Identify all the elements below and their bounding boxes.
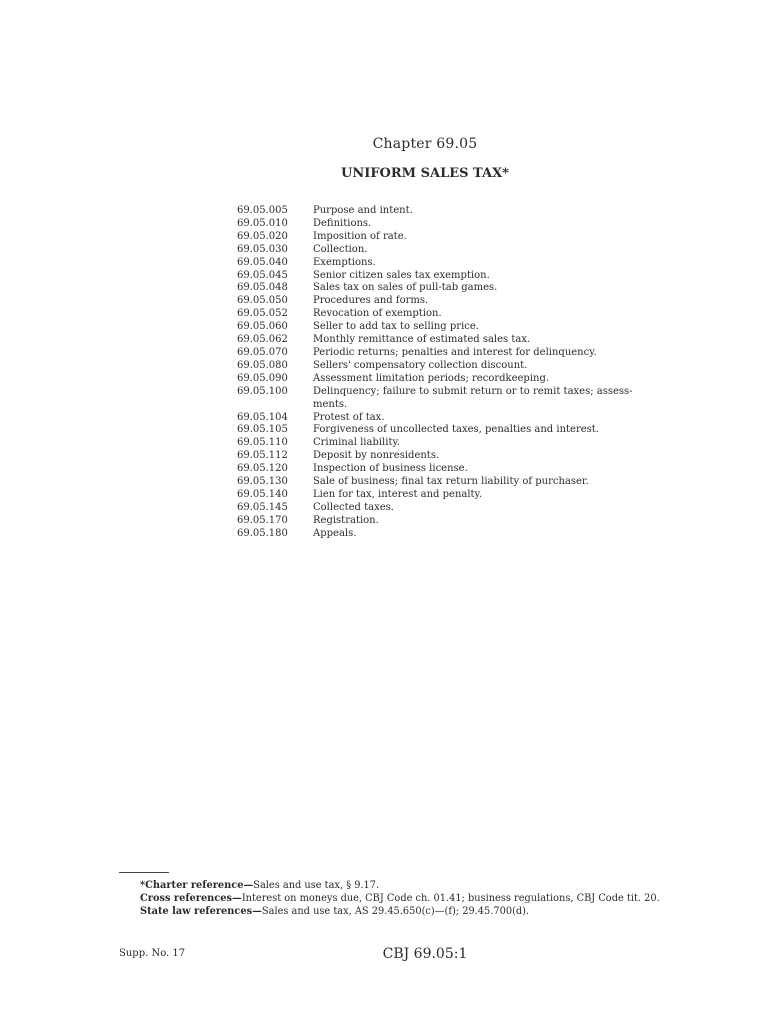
section-number: 69.05.060 bbox=[237, 321, 288, 333]
section-title: Collection. bbox=[313, 243, 368, 255]
section-entry bbox=[237, 373, 637, 386]
section-title: Imposition of rate. bbox=[313, 230, 407, 242]
section-number: 69.05.005 bbox=[237, 205, 288, 216]
section-entry bbox=[237, 231, 637, 244]
section-number: 69.05.180 bbox=[237, 527, 288, 539]
section-entry bbox=[237, 334, 637, 347]
section-entry bbox=[237, 244, 637, 257]
section-number: 69.05.140 bbox=[237, 488, 288, 500]
footnote-text: Sales and use tax, § 9.17. bbox=[253, 880, 380, 891]
section-entry bbox=[237, 502, 637, 515]
section-number: 69.05.104 bbox=[237, 411, 288, 423]
section-number: 69.05.080 bbox=[237, 359, 288, 371]
section-number: 69.05.105 bbox=[237, 424, 288, 436]
section-title: Sellers' compensatory collection discount. bbox=[313, 359, 528, 371]
section-number: 69.05.050 bbox=[237, 295, 288, 307]
section-number: 69.05.030 bbox=[237, 243, 288, 255]
section-title: Inspection of business license. bbox=[313, 463, 468, 475]
footnote-rule bbox=[119, 872, 169, 873]
footnote-text: Sales and use tax, AS 29.45.650(c)—(f); 29.45.700(d). bbox=[261, 906, 530, 917]
section-entry bbox=[237, 450, 637, 463]
section-entry bbox=[237, 295, 637, 308]
section-number: 69.05.110 bbox=[237, 437, 288, 449]
section-title: Periodic returns; penalties and interest for delinquency. bbox=[313, 346, 597, 358]
section-entry bbox=[237, 257, 637, 270]
section-entry bbox=[237, 528, 637, 541]
section-number: 69.05.145 bbox=[237, 501, 288, 513]
section-entry bbox=[237, 489, 637, 502]
section-entry bbox=[237, 347, 637, 360]
section-title: Revocation of exemption. bbox=[313, 308, 442, 320]
page-number: CBJ 69.05:1 bbox=[382, 946, 468, 962]
section-entry bbox=[237, 437, 637, 450]
section-title-continuation: ments. bbox=[313, 398, 348, 410]
section-title: Senior citizen sales tax exemption. bbox=[313, 269, 490, 281]
supplement-number: Supp. No. 17 bbox=[119, 948, 186, 959]
section-title: Assessment limitation periods; recordkeeping. bbox=[313, 372, 550, 384]
section-number: 69.05.045 bbox=[237, 269, 288, 281]
section-number: 69.05.112 bbox=[237, 450, 288, 462]
section-number: 69.05.130 bbox=[237, 476, 288, 488]
footnote bbox=[140, 879, 700, 892]
section-entry bbox=[237, 386, 637, 399]
section-title: Exemptions. bbox=[313, 256, 376, 268]
section-entry bbox=[237, 218, 637, 231]
section-title: Collected taxes. bbox=[313, 501, 394, 513]
section-number: 69.05.070 bbox=[237, 346, 288, 358]
section-entry bbox=[237, 270, 637, 283]
section-number: 69.05.010 bbox=[237, 217, 288, 229]
section-title: Criminal liability. bbox=[313, 437, 400, 449]
section-entry bbox=[237, 205, 637, 218]
section-number: 69.05.090 bbox=[237, 372, 288, 384]
section-entry bbox=[237, 282, 637, 295]
footnote-label: Cross references— bbox=[140, 893, 242, 904]
section-number: 69.05.170 bbox=[237, 514, 288, 526]
footnote bbox=[140, 892, 700, 905]
section-title: Definitions. bbox=[313, 217, 372, 229]
section-title: Forgiveness of uncollected taxes, penalties and interest. bbox=[313, 424, 599, 436]
section-number: 69.05.052 bbox=[237, 308, 288, 320]
section-entry bbox=[237, 308, 637, 321]
footnote-label: *Charter reference— bbox=[140, 880, 254, 891]
chapter-title: UNIFORM SALES TAX* bbox=[341, 166, 509, 181]
footnote-text: Interest on moneys due, CBJ Code ch. 01.41; business regulations, CBJ Code tit. 20. bbox=[241, 893, 660, 904]
section-number: 69.05.120 bbox=[237, 463, 288, 475]
section-entry bbox=[237, 463, 637, 476]
section-title: Sales tax on sales of pull-tab games. bbox=[313, 282, 498, 294]
section-number: 69.05.062 bbox=[237, 334, 288, 346]
footnote bbox=[140, 905, 700, 918]
section-title: Registration. bbox=[313, 514, 379, 526]
section-title: Sale of business; final tax return liability of purchaser. bbox=[313, 476, 589, 488]
section-entry-continuation bbox=[237, 399, 637, 412]
chapter-heading: Chapter 69.05 bbox=[372, 136, 478, 152]
section-number: 69.05.040 bbox=[237, 256, 288, 268]
section-title: Purpose and intent. bbox=[313, 205, 413, 216]
section-list bbox=[237, 205, 637, 541]
section-title: Seller to add tax to selling price. bbox=[313, 321, 479, 333]
section-number: 69.05.048 bbox=[237, 282, 288, 294]
section-entry bbox=[237, 321, 637, 334]
section-title: Lien for tax, interest and penalty. bbox=[313, 488, 483, 500]
section-title: Delinquency; failure to submit return or to remit taxes; assess- bbox=[313, 385, 633, 397]
footnote-label: State law references— bbox=[140, 906, 262, 917]
section-title: Monthly remittance of estimated sales tax. bbox=[313, 334, 531, 346]
section-entry bbox=[237, 360, 637, 373]
footnotes bbox=[140, 879, 700, 918]
section-entry bbox=[237, 515, 637, 528]
section-title: Appeals. bbox=[313, 527, 357, 539]
section-entry bbox=[237, 424, 637, 437]
section-title: Procedures and forms. bbox=[313, 295, 429, 307]
section-title: Deposit by nonresidents. bbox=[313, 450, 440, 462]
section-number: 69.05.020 bbox=[237, 230, 288, 242]
section-entry bbox=[237, 476, 637, 489]
section-number: 69.05.100 bbox=[237, 385, 288, 397]
section-entry bbox=[237, 412, 637, 425]
section-title: Protest of tax. bbox=[313, 411, 385, 423]
